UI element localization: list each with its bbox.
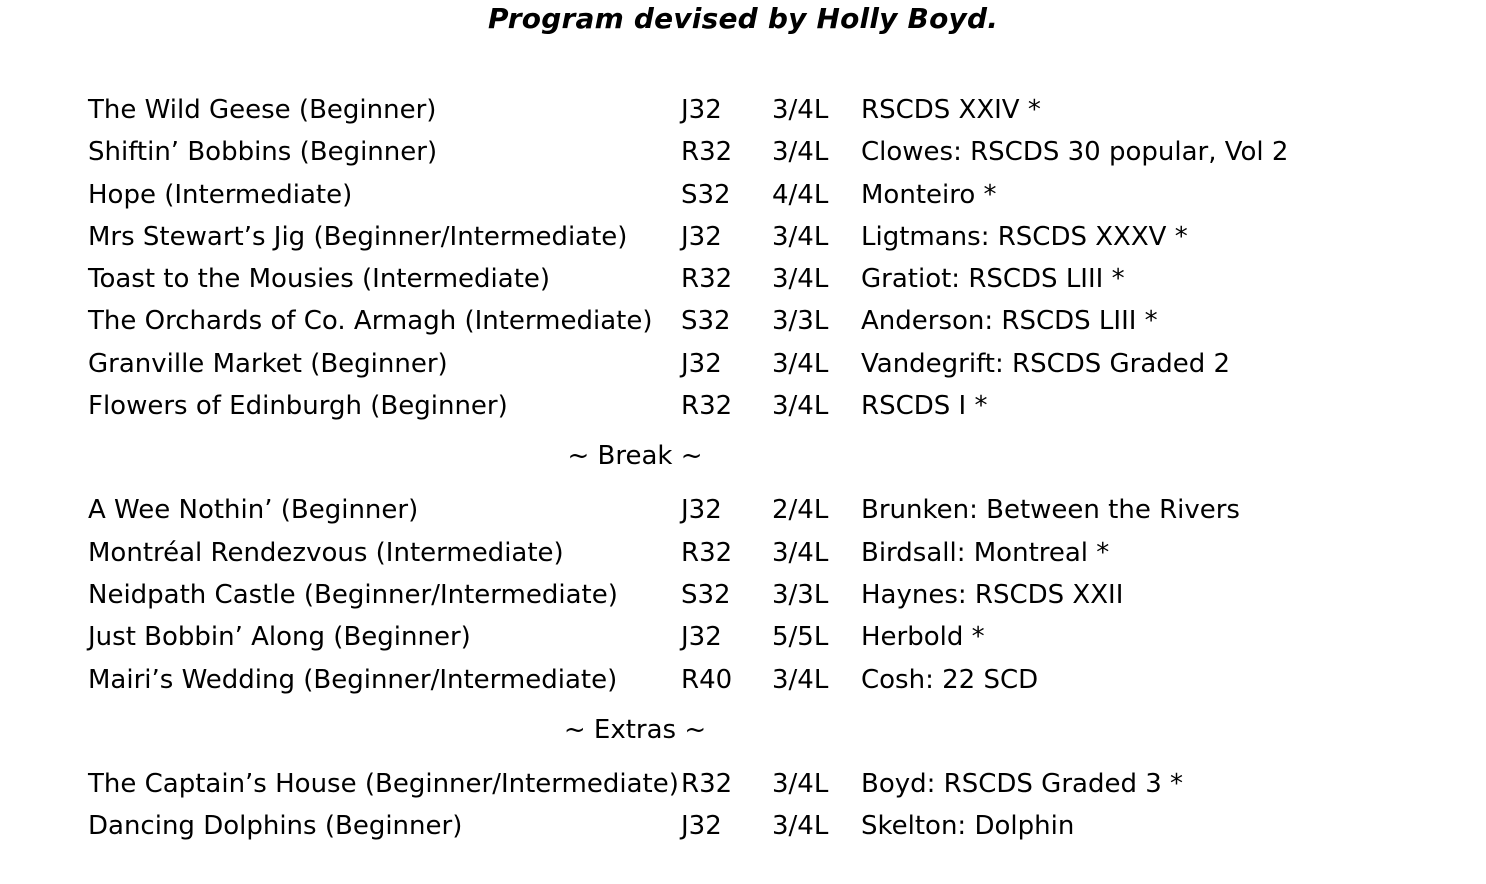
- dance-type: R32: [681, 537, 733, 568]
- dance-source: RSCDS XXIV *: [861, 95, 1041, 125]
- break-label: ~ Break ~: [567, 441, 703, 472]
- dance-type: R32: [681, 768, 733, 799]
- dance-row: [88, 216, 1468, 258]
- extras-divider: [88, 701, 1468, 763]
- dance-source: Cosh: 22 SCD: [861, 664, 1039, 695]
- dance-sets: 3/4L: [772, 137, 829, 168]
- dance-sets: 3/4L: [772, 264, 829, 295]
- dance-name: The Orchards of Co. Armagh (Intermediate): [88, 306, 653, 337]
- dance-row: [88, 343, 1468, 385]
- dance-sets: 2/4L: [772, 495, 829, 526]
- dance-name: Flowers of Edinburgh (Beginner): [88, 391, 508, 422]
- dance-name: Montréal Rendezvous (Intermediate): [88, 537, 564, 568]
- dance-type: J32: [681, 95, 722, 125]
- dance-source: Skelton: Dolphin: [861, 811, 1075, 842]
- dance-type: R32: [681, 264, 733, 295]
- dance-row: [88, 131, 1468, 173]
- dance-name: Neidpath Castle (Beginner/Intermediate): [88, 579, 618, 610]
- dance-row: [88, 532, 1468, 574]
- dance-source: Anderson: RSCDS LIII *: [861, 306, 1158, 337]
- dance-row: [88, 616, 1468, 658]
- dance-program: [88, 89, 1468, 847]
- dance-type: R32: [681, 391, 733, 422]
- dance-type: J32: [681, 622, 722, 653]
- dance-source: Herbold *: [861, 622, 985, 653]
- dance-name: Hope (Intermediate): [88, 179, 353, 210]
- dance-type: J32: [681, 811, 722, 842]
- dance-source: Haynes: RSCDS XXII: [861, 579, 1124, 610]
- dance-name: Just Bobbin’ Along (Beginner): [88, 622, 471, 653]
- dance-row: [88, 258, 1468, 300]
- dance-sets: 4/4L: [772, 179, 829, 210]
- dance-sets: 3/3L: [772, 579, 829, 610]
- dance-name: Mrs Stewart’s Jig (Beginner/Intermediate): [88, 221, 628, 252]
- dance-name: Granville Market (Beginner): [88, 348, 448, 379]
- dance-source: Brunken: Between the Rivers: [861, 495, 1240, 526]
- dance-source: Ligtmans: RSCDS XXXV *: [861, 221, 1188, 252]
- dance-source: Boyd: RSCDS Graded 3 *: [861, 768, 1184, 799]
- dance-type: J32: [681, 221, 722, 252]
- break-divider: [88, 427, 1468, 489]
- program-title: Program devised by Holly Boyd.: [487, 2, 999, 35]
- dance-type: S32: [681, 306, 731, 337]
- dance-sets: 3/4L: [772, 391, 829, 422]
- dance-row: [88, 489, 1468, 531]
- dance-source: Birdsall: Montreal *: [861, 537, 1110, 568]
- dance-sets: 3/4L: [772, 664, 829, 695]
- dance-source: Monteiro *: [861, 179, 997, 210]
- dance-name: Mairi’s Wedding (Beginner/Intermediate): [88, 664, 618, 695]
- dance-source: Gratiot: RSCDS LIII *: [861, 264, 1125, 295]
- dance-name: Toast to the Mousies (Intermediate): [88, 264, 551, 295]
- dance-row: [88, 300, 1468, 342]
- dance-sets: 3/4L: [772, 95, 829, 125]
- dance-sets: 3/4L: [772, 537, 829, 568]
- dance-row: [88, 89, 1468, 131]
- dance-row: [88, 385, 1468, 427]
- dance-row: [88, 574, 1468, 616]
- dance-type: J32: [681, 348, 722, 379]
- dance-row: [88, 763, 1468, 805]
- dance-sets: 3/4L: [772, 768, 829, 799]
- dance-row: [88, 174, 1468, 216]
- dance-type: R32: [681, 137, 733, 168]
- dance-source: Clowes: RSCDS 30 popular, Vol 2: [861, 137, 1289, 168]
- dance-type: R40: [681, 664, 733, 695]
- dance-name: Dancing Dolphins (Beginner): [88, 811, 463, 842]
- dance-sets: 3/4L: [772, 811, 829, 842]
- dance-type: S32: [681, 179, 731, 210]
- dance-type: S32: [681, 579, 731, 610]
- dance-row: [88, 659, 1468, 701]
- dance-name: A Wee Nothin’ (Beginner): [88, 495, 419, 526]
- dance-name: Shiftin’ Bobbins (Beginner): [88, 137, 438, 168]
- extras-label: ~ Extras ~: [563, 714, 707, 745]
- dance-source: RSCDS I *: [861, 391, 988, 422]
- dance-row: [88, 805, 1468, 847]
- dance-name: The Wild Geese (Beginner): [88, 95, 437, 125]
- dance-sets: 5/5L: [772, 622, 829, 653]
- dance-type: J32: [681, 495, 722, 526]
- dance-sets: 3/4L: [772, 221, 829, 252]
- dance-source: Vandegrift: RSCDS Graded 2: [861, 348, 1231, 379]
- dance-sets: 3/3L: [772, 306, 829, 337]
- dance-sets: 3/4L: [772, 348, 829, 379]
- dance-name: The Captain’s House (Beginner/Intermediate): [88, 768, 679, 799]
